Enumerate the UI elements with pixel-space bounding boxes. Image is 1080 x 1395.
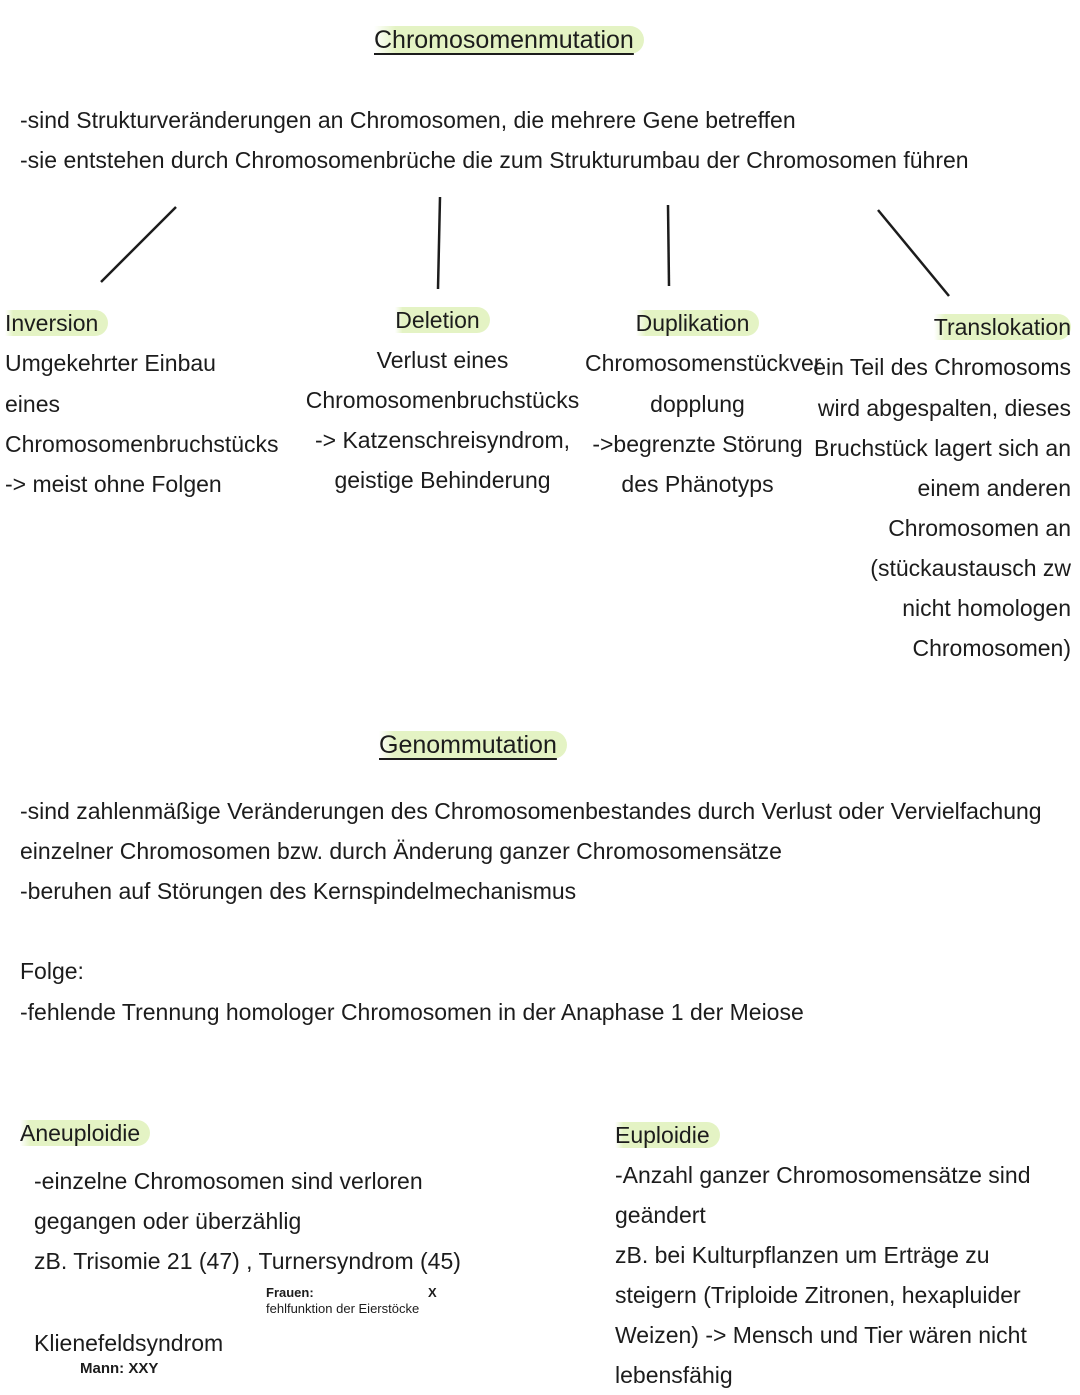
text-line: Chromosomenstückver	[585, 350, 822, 376]
text-line: gegangen oder überzählig	[34, 1208, 302, 1234]
text-line: Umgekehrter Einbau	[5, 350, 216, 376]
text-line: -beruhen auf Störungen des Kernspindelmechanismus	[20, 878, 577, 904]
text-line: Chromosomen)	[912, 635, 1071, 661]
section-title-genommutation: Genommutation	[379, 725, 567, 765]
frauen-label: Frauen:	[266, 1285, 314, 1300]
text-line: -sie entstehen durch Chromosomenbrüche die zum Strukturumbau der Chromosomen führen	[20, 147, 969, 173]
heading-euploidie: Euploidie	[615, 1115, 720, 1155]
section-title-chromosomenmutation: Chromosomenmutation	[374, 20, 644, 60]
frauen-karyotype: X	[428, 1285, 437, 1300]
text-line: ->begrenzte Störung	[592, 431, 803, 457]
text-line: -> meist ohne Folgen	[5, 471, 222, 497]
heading-aneuploidie: Aneuploidie	[20, 1113, 150, 1153]
text-line: -Anzahl ganzer Chromosomensätze sind	[615, 1162, 1031, 1188]
text-line: -sind Strukturveränderungen an Chromosomen, die mehrere Gene betreffen	[20, 107, 796, 133]
text-line: einzelner Chromosomen bzw. durch Änderung ganzer Chromosomensätze	[20, 838, 782, 864]
heading-translokation: Translokation	[933, 314, 1071, 340]
text-line: Chromosomenbruchstücks	[305, 387, 580, 413]
text-line: -einzelne Chromosomen sind verloren	[34, 1168, 423, 1194]
heading-duplikation: Duplikation	[585, 303, 810, 343]
branch-line-inversion	[101, 207, 176, 282]
text-line: zB. Trisomie 21 (47) , Turnersyndrom (45)	[34, 1248, 461, 1274]
branch-line-duplikation	[668, 205, 669, 286]
frauen-note: fehlfunktion der Eierstöcke	[266, 1301, 420, 1316]
mann-karyotype: Mann: XXY	[80, 1360, 159, 1377]
text-line: des Phänotyps	[621, 471, 774, 497]
text-line: Verlust eines	[376, 347, 509, 373]
text-line: ein Teil des Chromosoms	[813, 354, 1071, 380]
text-line: dopplung	[650, 391, 745, 417]
branch-line-translokation	[878, 210, 949, 296]
text-line: eines	[5, 391, 60, 417]
text-line: einem anderen	[917, 475, 1071, 501]
text-line: Chromosomen an	[888, 515, 1071, 541]
text-line: geistige Behinderung	[334, 467, 551, 493]
text-line: -fehlende Trennung homologer Chromosomen in der Anaphase 1 der Meiose	[20, 999, 804, 1025]
text-line: geändert	[615, 1202, 706, 1228]
text-line: (stückaustausch zw	[870, 555, 1071, 581]
heading-inversion: Inversion	[5, 303, 108, 343]
text-line: zB. bei Kulturpflanzen um Erträge zu	[615, 1242, 990, 1268]
heading-deletion: Deletion	[300, 300, 585, 340]
text-line: lebensfähig	[615, 1362, 733, 1388]
text-line: Chromosomenbruchstücks	[5, 431, 279, 457]
text-line: -> Katzenschreisyndrom,	[314, 427, 571, 453]
text-line: -sind zahlenmäßige Veränderungen des Chromosomenbestandes durch Verlust oder Vervielfachung	[20, 798, 1042, 824]
text-line: Bruchstück lagert sich an	[814, 435, 1071, 461]
branch-line-deletion	[438, 197, 440, 289]
text-line: nicht homologen	[902, 595, 1071, 621]
text-line: wird abgespalten, dieses	[817, 395, 1071, 421]
text-line: Weizen) -> Mensch und Tier wären nicht	[615, 1322, 1027, 1348]
text-line: steigern (Triploide Zitronen, hexapluider	[615, 1282, 1021, 1308]
folge-label: Folge:	[20, 958, 84, 984]
text-line: Klienefeldsyndrom	[34, 1330, 224, 1356]
